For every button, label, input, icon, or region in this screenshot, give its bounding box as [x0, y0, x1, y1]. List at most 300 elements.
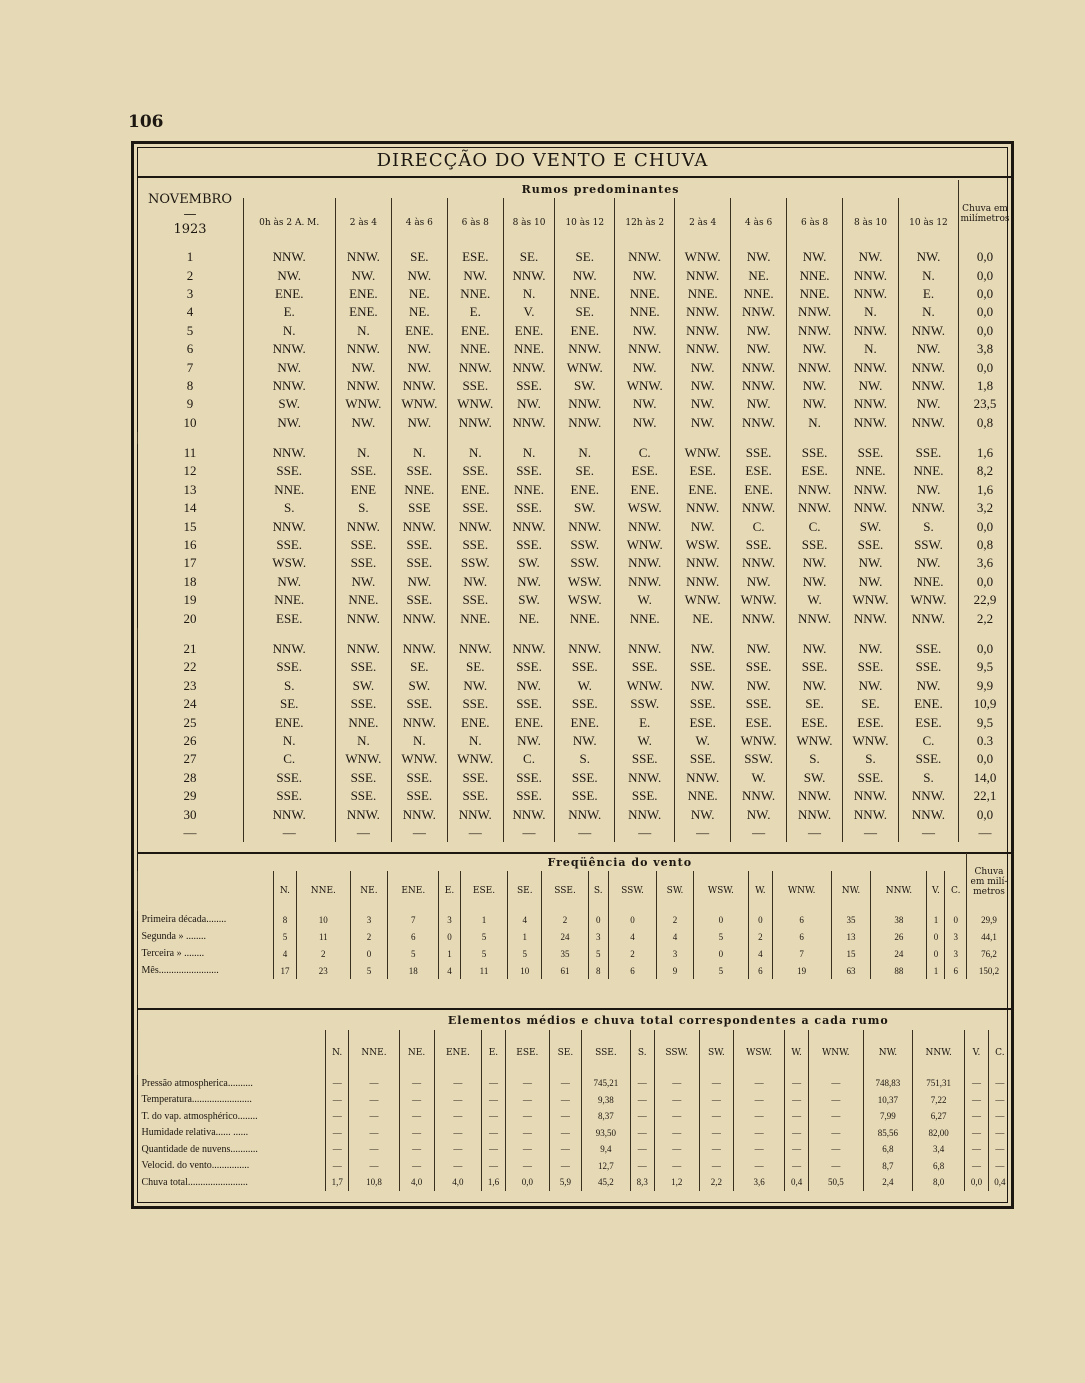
direction-cell: NNW. [503, 414, 555, 432]
direction-cell: NE. [731, 266, 787, 284]
value-cell: — [785, 1108, 808, 1125]
direction-cell: SSE. [243, 462, 335, 480]
direction-cell: NW. [615, 266, 675, 284]
table-row [138, 787, 1012, 805]
count-cell: 2 [608, 945, 657, 962]
column-header: N. [274, 871, 297, 911]
direction-cell: SSE. [447, 377, 503, 395]
direction-cell: ENE. [503, 713, 555, 731]
direction-cell: NNW. [731, 787, 787, 805]
direction-cell: NW. [787, 248, 843, 266]
direction-cell: ENE. [391, 322, 447, 340]
count-cell: 26 [871, 928, 927, 945]
direction-cell: SSE. [843, 769, 899, 787]
day-cell: 15 [183, 518, 197, 534]
gap-cell [243, 432, 335, 444]
direction-cell: NW. [675, 395, 731, 413]
direction-cell: SSE. [335, 536, 391, 554]
table-row [138, 266, 1012, 284]
direction-cell: WNW. [335, 395, 391, 413]
value-cell: 2,2 [699, 1174, 733, 1191]
direction-cell: NW. [243, 573, 335, 591]
direction-cell: NNE. [335, 713, 391, 731]
dash-cell: — [898, 824, 958, 842]
direction-cell: NNE. [898, 462, 958, 480]
rain-cell: 0,0 [959, 517, 1012, 535]
direction-cell: SSE. [447, 769, 503, 787]
direction-cell: WNW. [731, 732, 787, 750]
count-cell: 5 [588, 945, 608, 962]
direction-cell: NNW. [675, 499, 731, 517]
direction-cell: NNE. [731, 285, 787, 303]
direction-cell: NE. [675, 609, 731, 627]
direction-cell: SSE. [447, 536, 503, 554]
gap-cell [731, 432, 787, 444]
direction-cell: N. [503, 285, 555, 303]
value-cell: — [482, 1158, 505, 1175]
dash-cell: — [731, 824, 787, 842]
direction-cell: NNW. [615, 640, 675, 658]
column-header: 10 às 12 [898, 198, 958, 248]
direction-cell: NNE. [615, 285, 675, 303]
count-cell: 4 [508, 911, 542, 928]
value-cell: — [965, 1075, 988, 1092]
count-cell: 5 [693, 928, 748, 945]
direction-cell: NW. [731, 573, 787, 591]
value-cell: 0,4 [785, 1174, 808, 1191]
value-cell: — [965, 1125, 988, 1142]
direction-cell: NNW. [615, 769, 675, 787]
direction-cell: NNW. [787, 805, 843, 823]
direction-cell: NW. [243, 358, 335, 376]
count-cell: 5 [693, 962, 748, 979]
table-row [138, 658, 1012, 676]
value-cell: — [654, 1092, 699, 1109]
rain-cell: 44,1 [967, 928, 1012, 945]
table-row [138, 732, 1012, 750]
table-row [138, 640, 1012, 658]
direction-cell: NNW. [843, 609, 899, 627]
row-label: Quantidade de nuvens........... [141, 1143, 258, 1155]
gap-cell [898, 432, 958, 444]
direction-cell: NW. [503, 732, 555, 750]
direction-cell: NW. [675, 640, 731, 658]
direction-cell: NNE. [555, 609, 615, 627]
rain-cell: 0,0 [959, 285, 1012, 303]
row-label: Temperatura........................ [141, 1094, 252, 1106]
divider [137, 176, 1011, 178]
row-label: Primeira década........ [141, 914, 227, 925]
direction-cell: NNE. [615, 609, 675, 627]
direction-cell: NNW. [447, 517, 503, 535]
direction-cell: NW. [898, 340, 958, 358]
direction-cell: S. [843, 750, 899, 768]
direction-cell: WNW. [731, 591, 787, 609]
direction-cell: NW. [503, 395, 555, 413]
day-cell: 24 [183, 696, 197, 712]
value-cell: — [654, 1141, 699, 1158]
count-cell: 6 [388, 928, 439, 945]
direction-cell: NNW. [731, 499, 787, 517]
value-cell: — [988, 1141, 1011, 1158]
column-header: NE. [399, 1030, 434, 1075]
table-row [138, 677, 1012, 695]
value-cell: — [399, 1108, 434, 1125]
table-row [138, 695, 1012, 713]
year-label: 1923 [173, 221, 207, 237]
direction-cell: NNE. [843, 462, 899, 480]
count-cell: 8 [588, 962, 608, 979]
count-cell: 0 [693, 945, 748, 962]
frequency-title: Freqüência do vento [547, 855, 693, 869]
column-header: 6 às 8 [787, 198, 843, 248]
direction-cell: SW. [503, 591, 555, 609]
direction-cell: NNW. [898, 787, 958, 805]
column-header: NNW. [913, 1030, 965, 1075]
value-cell: 4,0 [434, 1174, 482, 1191]
direction-cell: ENE. [447, 322, 503, 340]
direction-cell: ESE. [731, 713, 787, 731]
value-cell: 4,0 [399, 1174, 434, 1191]
count-cell: 0 [693, 911, 748, 928]
direction-cell: NNW. [731, 377, 787, 395]
direction-cell: S. [243, 499, 335, 517]
direction-cell: NNW. [731, 358, 787, 376]
direction-cell: NNW. [391, 377, 447, 395]
direction-cell: SSE. [615, 787, 675, 805]
gap-cell [555, 432, 615, 444]
dash-cell: — [615, 824, 675, 842]
column-header: WNW. [808, 1030, 863, 1075]
column-header: ENE. [434, 1030, 482, 1075]
day-cell: 13 [183, 481, 197, 497]
page-number: 106 [128, 112, 164, 132]
direction-cell: SSE. [391, 536, 447, 554]
direction-cell: E. [615, 713, 675, 731]
direction-cell: E. [243, 303, 335, 321]
value-cell: — [988, 1092, 1011, 1109]
table-row [138, 769, 1012, 787]
value-cell: — [434, 1158, 482, 1175]
value-cell: 5,9 [550, 1174, 582, 1191]
direction-cell: SSE. [243, 658, 335, 676]
column-header: NW. [831, 871, 871, 911]
direction-cell: WSW. [555, 573, 615, 591]
direction-cell: N. [787, 414, 843, 432]
direction-cell: SSE. [731, 695, 787, 713]
direction-cell: SE. [447, 658, 503, 676]
direction-cell: N. [335, 444, 391, 462]
direction-cell: NW. [787, 573, 843, 591]
value-cell: — [733, 1158, 785, 1175]
column-header: 2 às 4 [675, 198, 731, 248]
direction-cell: NNW. [675, 303, 731, 321]
value-cell: — [434, 1125, 482, 1142]
direction-cell: SSE. [787, 444, 843, 462]
direction-cell: SSE. [447, 499, 503, 517]
direction-cell: NNW. [503, 358, 555, 376]
direction-cell: NW. [503, 677, 555, 695]
count-cell: 3 [657, 945, 693, 962]
direction-cell: NW. [615, 395, 675, 413]
direction-cell: ENE. [243, 713, 335, 731]
direction-cell: V. [503, 303, 555, 321]
row-label: T. do vap. atmosphérico........ [141, 1110, 258, 1122]
label-header [138, 871, 274, 911]
day-cell: 3 [186, 285, 194, 301]
count-cell: 11 [460, 962, 508, 979]
direction-cell: NNW. [843, 358, 899, 376]
count-cell: 0 [439, 928, 460, 945]
direction-cell: SW. [787, 769, 843, 787]
direction-cell: WSW. [675, 536, 731, 554]
direction-cell: NW. [843, 677, 899, 695]
direction-cell: NNE. [447, 609, 503, 627]
direction-cell: NNW. [243, 444, 335, 462]
value-cell: 6,27 [913, 1108, 965, 1125]
direction-cell: NW. [391, 358, 447, 376]
count-cell: 3 [350, 911, 388, 928]
direction-cell: SSE. [391, 591, 447, 609]
value-cell: 1,6 [482, 1174, 505, 1191]
column-header: V. [965, 1030, 988, 1075]
value-cell: — [631, 1092, 654, 1109]
value-cell: — [808, 1158, 863, 1175]
value-cell: — [399, 1158, 434, 1175]
day-cell: 23 [183, 677, 197, 693]
direction-cell: W. [615, 591, 675, 609]
column-header: E. [439, 871, 460, 911]
count-cell: 2 [657, 911, 693, 928]
direction-cell: NNW. [615, 805, 675, 823]
gap-cell [243, 628, 335, 640]
day-cell: 17 [183, 555, 197, 571]
column-header: NNW. [871, 871, 927, 911]
direction-cell: N. [843, 303, 899, 321]
gap-cell [335, 628, 391, 640]
direction-cell: NW. [555, 732, 615, 750]
month-header [138, 180, 244, 248]
table-row [138, 1158, 1012, 1175]
direction-cell: ENE. [615, 481, 675, 499]
day-cell: 8 [186, 377, 194, 393]
direction-cell: NNE. [787, 266, 843, 284]
value-cell: 10,8 [349, 1174, 399, 1191]
column-header: W. [749, 871, 773, 911]
rain-cell: 14,0 [959, 769, 1012, 787]
direction-cell: SE. [555, 303, 615, 321]
gap-cell [447, 628, 503, 640]
direction-cell: NNE. [503, 481, 555, 499]
column-header: SSE. [581, 1030, 630, 1075]
direction-cell: NW. [615, 322, 675, 340]
direction-cell: NNW. [843, 395, 899, 413]
direction-cell: NW. [335, 358, 391, 376]
value-cell: — [349, 1075, 399, 1092]
value-cell: 7,22 [913, 1092, 965, 1109]
value-cell: 751,31 [913, 1075, 965, 1092]
direction-cell: NW. [675, 358, 731, 376]
direction-cell: NW. [787, 677, 843, 695]
direction-cell: SSE. [503, 462, 555, 480]
value-cell: — [785, 1141, 808, 1158]
value-cell: — [699, 1108, 733, 1125]
gap-cell [843, 628, 899, 640]
value-cell: 8,3 [631, 1174, 654, 1191]
count-cell: 0 [749, 911, 773, 928]
value-cell: — [808, 1141, 863, 1158]
gap-cell [503, 628, 555, 640]
value-cell: 12,7 [581, 1158, 630, 1175]
direction-cell: NW. [731, 322, 787, 340]
direction-cell: ESE. [843, 713, 899, 731]
table-row [138, 805, 1012, 823]
row-label: Velocid. do vento............... [141, 1160, 250, 1172]
value-cell: 8,0 [913, 1174, 965, 1191]
column-header: 0h às 2 A. M. [243, 198, 335, 248]
value-cell: — [482, 1075, 505, 1092]
direction-cell: ENE. [555, 481, 615, 499]
direction-cell: NW. [447, 573, 503, 591]
direction-cell: NW. [787, 554, 843, 572]
direction-cell: NW. [335, 414, 391, 432]
direction-cell: NNW. [675, 769, 731, 787]
value-cell: — [631, 1158, 654, 1175]
direction-cell: N. [335, 322, 391, 340]
direction-cell: SSE. [675, 750, 731, 768]
rain-cell: 0,8 [959, 414, 1012, 432]
value-cell: 745,21 [581, 1075, 630, 1092]
count-cell: 4 [274, 945, 297, 962]
direction-cell: SSE. [447, 462, 503, 480]
direction-cell: W. [731, 769, 787, 787]
direction-cell: SSE. [335, 769, 391, 787]
table-row [138, 713, 1012, 731]
direction-cell: SSE. [503, 695, 555, 713]
direction-cell: NNW. [243, 248, 335, 266]
direction-cell: ENE. [447, 713, 503, 731]
column-header: W. [785, 1030, 808, 1075]
column-header: WSW. [733, 1030, 785, 1075]
column-header: 4 às 6 [391, 198, 447, 248]
direction-cell: SE. [555, 248, 615, 266]
row-gap [138, 628, 1012, 640]
direction-cell: SSE. [503, 499, 555, 517]
direction-cell: NNW. [447, 414, 503, 432]
direction-cell: N. [898, 266, 958, 284]
count-cell: 4 [749, 945, 773, 962]
direction-cell: NNW. [898, 322, 958, 340]
value-cell: — [654, 1158, 699, 1175]
direction-cell: SSE. [243, 536, 335, 554]
count-cell: 6 [772, 928, 831, 945]
direction-cell: NNW. [675, 554, 731, 572]
direction-cell: NNE. [335, 591, 391, 609]
value-cell: 93,50 [581, 1125, 630, 1142]
rain-cell: 0,0 [959, 358, 1012, 376]
count-cell: 10 [296, 911, 350, 928]
direction-cell: SE. [843, 695, 899, 713]
direction-cell: NNW. [503, 266, 555, 284]
count-cell: 1 [508, 928, 542, 945]
gap-cell [787, 628, 843, 640]
value-cell: — [699, 1125, 733, 1142]
value-cell: — [699, 1075, 733, 1092]
direction-cell: SE. [555, 462, 615, 480]
table-row [138, 395, 1012, 413]
direction-cell: N. [503, 444, 555, 462]
value-cell: — [326, 1141, 349, 1158]
gap-cell [959, 432, 1012, 444]
direction-cell: SSE. [503, 787, 555, 805]
direction-cell: NW. [787, 395, 843, 413]
direction-cell: SSE. [335, 787, 391, 805]
direction-cell: SW. [555, 499, 615, 517]
count-cell: 13 [831, 928, 871, 945]
gap-cell [335, 432, 391, 444]
table-row [138, 554, 1012, 572]
group-header: Rumos predominantes [521, 182, 680, 196]
value-cell: 0,0 [965, 1174, 988, 1191]
direction-cell: N. [898, 303, 958, 321]
direction-cell: NNW. [447, 358, 503, 376]
dash-cell: — [843, 824, 899, 842]
direction-cell: C. [503, 750, 555, 768]
value-cell: — [349, 1158, 399, 1175]
value-cell: — [808, 1092, 863, 1109]
direction-cell: WNW. [675, 591, 731, 609]
month-label: NOVEMBRO [148, 191, 232, 207]
rain-cell: 1,6 [959, 481, 1012, 499]
direction-cell: NW. [243, 414, 335, 432]
dash-cell: — [787, 824, 843, 842]
column-header: C. [988, 1030, 1011, 1075]
count-cell: 11 [296, 928, 350, 945]
direction-cell: SSE. [503, 377, 555, 395]
column-header: 2 às 4 [335, 198, 391, 248]
direction-cell: NNW. [615, 517, 675, 535]
direction-cell: NNW. [675, 573, 731, 591]
count-cell: 35 [542, 945, 588, 962]
direction-cell: SE. [503, 248, 555, 266]
count-cell: 5 [460, 945, 508, 962]
count-cell: 3 [439, 911, 460, 928]
direction-cell: WNW. [615, 377, 675, 395]
dash-cell: — [391, 824, 447, 842]
value-cell: — [654, 1108, 699, 1125]
direction-cell: W. [615, 732, 675, 750]
value-cell: 8,37 [581, 1108, 630, 1125]
count-cell: 8 [274, 911, 297, 928]
value-cell: — [550, 1108, 582, 1125]
gap-cell [391, 628, 447, 640]
column-header: SE. [508, 871, 542, 911]
count-cell: 10 [508, 962, 542, 979]
value-cell: — [785, 1092, 808, 1109]
direction-cell: NNW. [787, 481, 843, 499]
value-cell: — [631, 1108, 654, 1125]
count-cell: 0 [588, 911, 608, 928]
column-header: NNE. [349, 1030, 399, 1075]
direction-cell: ESE. [675, 713, 731, 731]
direction-cell: NW. [898, 554, 958, 572]
value-cell: — [733, 1092, 785, 1109]
value-cell: 6,8 [913, 1158, 965, 1175]
gap-cell [138, 628, 244, 640]
direction-cell: SSE. [675, 658, 731, 676]
direction-cell: SSE. [503, 769, 555, 787]
value-cell: — [733, 1125, 785, 1142]
